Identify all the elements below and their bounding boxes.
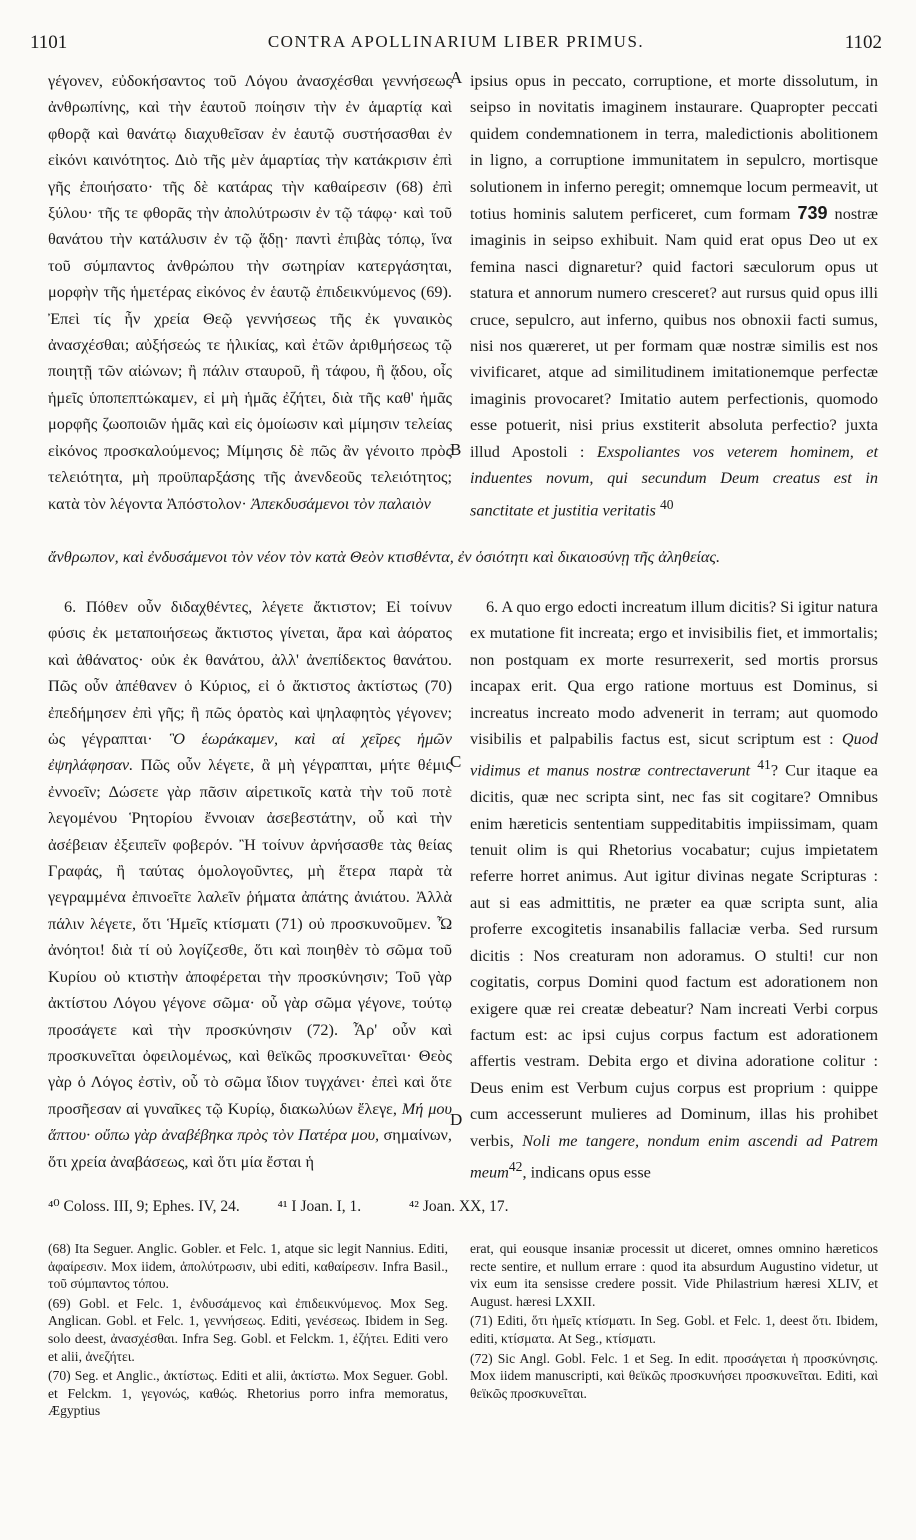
margin-marker-d: D <box>450 1110 463 1129</box>
margin-marker-b: B <box>450 440 462 459</box>
latin-quote: Quod vidimus et manus nostræ contrectaverunt <box>470 729 878 780</box>
footnote-ref: 42 <box>508 1158 523 1174</box>
greek-column-top <box>48 68 452 517</box>
scripture-references <box>48 1196 878 1218</box>
page-number-right: 1102 <box>844 32 882 53</box>
greek-quote: Μή μου ἅπτου· οὔπω γὰρ ἀναβέβηκα πρὸς τὸν Πατέρα μου, <box>48 1098 452 1145</box>
margin-marker-c: C <box>450 752 462 771</box>
greek-text: Πῶς οὖν λέγετε, ἃ μὴ γέγραπται, μήτε θέμις ἐννοεῖν; Δώσετε γὰρ πᾶσιν αἱρετικοῖς κατὰ τὴν τοῦ ποτὲ λεγομένου Ῥητορίου ἔννοιαν ἀσεβεστάτην, οὗ καὶ τὴν ἀσέβειαν ἐξειπεῖν φοβερόν. Ἢ τοίνυν ἀρνήσασθε τὰς θείας Γραφάς, ἢ ταύτας ὁμολογοῦντες, μὴ ἕτερα παρὰ τὰ γεγραμμένα ἐπινοεῖτε λαλεῖν ῥήματα ἀπάτης ἀνιάτου. Ἀλλὰ πάλιν λέγετε, ὅτι Ἡμεῖς κτίσματι (71) οὐ προσκυνοῦμεν. Ὦ ἀνόητοι! διὰ τί οὐ λογίζεσθε, ὅτι καὶ ποιηθὲν τὸ σῶμα τοῦ Κυρίου οὐ κτιστὴν ἀποφέρεται τὴν προσκύνησιν; Τοῦ γὰρ ἀκτίστου Λόγου γέγονε σῶμα· οὗ γὰρ σῶμα γέγονε, τούτῳ προσάγετε καὶ τὴν προσκύνησιν (72). Ἆρ' οὖν καὶ προσκυνεῖται ὀφειλομένως, καὶ θεϊκῶς προσκυνεῖται· Θεὸς γὰρ ὁ Λόγος ἐστὶν, οὗ τὸ σῶμα ἴδιον τυγχάνει· ἐπεὶ καὶ ὅτε προσῆεσαν αἱ γυναῖκες τῷ Κυρίῳ, διακωλύων ἔλεγε, <box>48 755 452 1118</box>
greek-column-section-6 <box>48 594 452 1175</box>
scripture-ref: ⁴⁰ Coloss. III, 9; Ephes. IV, 24. <box>48 1198 240 1215</box>
footnotes-left <box>48 1240 448 1422</box>
margin-marker-a: A <box>450 68 463 87</box>
latin-paragraph <box>470 594 878 1186</box>
footnote: (70) Seg. et Anglic., ἀκτίστως. Editi et alii, ἀκτίστω. Mox Seguer. Gobl. et Felckm. 1, γεγονώς, καθώς. Rhetorius porro infra memoratus, Ægyptius <box>48 1368 448 1419</box>
latin-paragraph <box>470 68 878 523</box>
greek-quote: Ἀπεκδυσάμενοι τὸν παλαιὸν <box>250 493 431 513</box>
latin-quote: Exspoliantes vos veterem hominem, et induentes novum, qui secundum Deum creatus est in sanctitate et justitia veritatis <box>470 441 879 519</box>
latin-text: nostræ imaginis in seipso exhibuit. Nam quid erat opus Deo ut ex femina nasci dignaretur? quid factori sæculorum opus ut statura et annorum numero cresceret? aut rursus quid opus illi cruce, sepulcro, aut inferno, quibus nos obnoxii facti sumus, nisi nos quæreret, ut per formam quæ nostræ similis est nos vivificaret, atque ad similitudinem imitationemque perfectæ imaginis provocaret? Imitatio autem perfectionis, quomodo esse potuerit, nisi prius exstiterit absoluta perfectio? juxta illud Apostoli : <box>470 204 878 461</box>
greek-spanning-line: ἄνθρωπον, καὶ ἐνδυσάμενοι τὸν νέον τὸν κατὰ Θεὸν κτισθέντα, ἐν ὁσιότητι καὶ δικαιοσύνῃ τῆς ἀληθείας. <box>48 547 721 566</box>
footnote-ref: 41 <box>757 757 771 773</box>
latin-text: 6. A quo ergo edocti increatum illum dicitis? Si igitur natura ex mutatione fit increata; ergo et invisibilis fiet, et immortalis; non postquam ex morte resurrexerit, sed mortis prorsus incapax erit. Qua ergo ratione mortuus est Dominus, si increatus increato modo advenerit in terram; aut quomodo visibilis et palpabilis factus est, sicut scriptum est : <box>470 597 878 749</box>
footnotes-right <box>470 1240 878 1404</box>
footnote: (72) Sic Angl. Gobl. Felc. 1 et Seg. In edit. προσάγεται ἡ προσκύνησις. Mox iidem manuscripti, καὶ θεϊκῶς προσκυνήσει προσκυνεῖται. Editi, καὶ θεϊκῶς προσκυνεῖται. <box>470 1350 878 1401</box>
latin-column-top <box>470 68 878 523</box>
greek-paragraph <box>48 68 452 517</box>
footnote: (68) Ita Seguer. Anglic. Gobler. et Felc. 1, atque sic legit Nannius. Editi, ἀφαίρεσιν. Mox iidem, ἀπολύτρωσιν, ubi editi, καθαίρεσιν. Infra Basil., τοῦ σύμπαντος τόπου. <box>48 1241 448 1292</box>
latin-column-section-6 <box>470 594 878 1186</box>
page-number-left: 1101 <box>30 32 68 53</box>
scripture-ref: ⁴¹ I Joan. I, 1. <box>277 1198 362 1215</box>
latin-text: ipsius opus in peccato, corruptione, et morte dissolutum, in seipso in novitatis imaginem instaurare. Quapropter peccati quidem condemnationem in terra, maledictionis abolitionem in ligno, a corruptione immunitatem in sepulcro, mortisque solutionem in inferno peregit; omnemque locum permeavit, ut totius hominis salutem perficeret, cum formam <box>470 71 878 224</box>
footnote: (71) Editi, ὅτι ἡμεῖς κτίσματι. In Seg. Gobl. et Felc. 1, deest ὅτι. Ibidem, editi, κτίσματα. At Seg., κτίσματι. <box>470 1313 878 1346</box>
footnote: erat, qui eousque insaniæ processit ut diceret, omnes omnino hæreticos recte sentire, et nullum errare : quod ita absurdum Augustino videtur, ut vix eum ita sensisse credere possit. Vide Philastrium hæresi XLIV, et August. hæresi LXXII. <box>470 1241 878 1309</box>
page-header <box>30 32 882 56</box>
greek-text: σημαίνων, ὅτι χρεία ἀναβάσεως, καὶ ὅτι μία ἔσται ἡ <box>48 1125 452 1171</box>
column-number: 739 <box>797 203 828 224</box>
latin-text: , indicans opus esse <box>522 1162 651 1182</box>
scripture-ref: ⁴² Joan. XX, 17. <box>408 1198 509 1215</box>
latin-text: ? Cur itaque ea dicitis, quæ nec scripta sint, nec fas sit cogitare? Omnibus enim hæreticis sententiam suppeditabitis impiissimam, quam tenuit olim is qui Rhetorius vocabatur; cujus impietatem referre horret animus. Aut igitur divinas negate Scripturas : aut si eas admittitis, ne præter ea quæ scripta sunt, alia proferre excogitetis insanabilis fallaciæ verba. Sed rursum dicitis : Nos creaturam non adoramus. O stulti! cur non cogitatis, corpus Domini quod factum est adorationem non exigere quæ rei creatæ debeatur? Nam increati Verbi corpus factum est: ac ipsi cujus corpus factum est adorationem affertis vestram. Debita ergo et divina adoratione colitur : Deus enim est Verbum cujus corpus est proprium : quippe cum accesserunt mulieres ad Dominum, illas his prohibet verbis, <box>470 760 878 1150</box>
footnote: (69) Gobl. et Felc. 1, ἐνδυσάμενος καὶ ἐπιδεικνύμενος. Mox Seg. Anglican. Gobl. et Felc. 1, γεννήσεως. Editi, γενέσεως. Ibidem in Seg. solo deest, ἀνασχέσθαι. Infra Seg. Gobl. et Felckm. 1, ἐζήτει. Editi vero et alii, ἀνεζήτει. <box>48 1295 448 1364</box>
greek-text: γέγονεν, εὐδοκήσαντος τοῦ Λόγου ἀνασχέσθαι γεννήσεως ἀνθρωπίνης, καὶ τὴν ἑαυτοῦ ποίησιν τὴν ἐν ἁμαρτίᾳ καὶ φθορᾷ καὶ θανάτῳ διαχυθεῖσαν ἐν ἑαυτῷ συστήσασθαι ἐν εἰκόνι καινότητος. Διὸ τῆς μὲν ἁμαρτίας τὴν κατάκρισιν ἐπὶ γῆς ἐποιήσατο· τῆς δὲ κατάρας τὴν καθαίρεσιν (68) ἐπὶ ξύλου· τῆς τε φθορᾶς τὴν ἀπολύτρωσιν ἐν τῷ τάφῳ· καὶ τοῦ θανάτου τὴν κατάλυσιν ἐν τῷ ᾅδῃ· παντὶ ἐπιβὰς τόπῳ, ἵνα τοῦ σύμπαντος ἀνθρώπου τὴν σωτηρίαν κατεργάσηται, μορφὴν τῆς ἡμετέρας εἰκόνος ἐν ἑαυτῷ ἐπιδεικνύμενος (69). Ἐπεὶ τίς ἦν χρεία Θεῷ γεννήσεως τῆς ἐκ γυναικὸς ἀνασχέσθαι; αὐξήσεώς τε ἡλικίας, καὶ ἐτῶν ἀριθμήσεως τῷ ποιητῇ τῶν αἰώνων; ἢ πάλιν σταυροῦ, ἢ τάφου, ἢ ᾅδου, οἷς ἡμεῖς ὑποπεπτώκαμεν, εἰ μὴ ἡμᾶς ἐζήτει, διὰ τῆς καθ' ἡμᾶς μορφῆς ζωοποιῶν ἡμᾶς καὶ εἰς ὁμοίωσιν καὶ μίμησιν τελείας εἰκόνος προσκαλούμενος; Μίμησις δὲ πῶς ἂν γένοιτο πρὸς τελειότητα, μὴ προϋπαρξάσης τῆς ἀνενδεοῦς τελειότητος; κατὰ τὸν λέγοντα Ἀπόστολον· <box>48 71 452 513</box>
running-title: CONTRA APOLLINARIUM LIBER PRIMUS. <box>267 32 645 51</box>
latin-quote: Noli me tangere, nondum enim ascendi ad Patrem meum <box>470 1130 878 1182</box>
greek-quote: Ὃ ἑωράκαμεν, καὶ αἱ χεῖρες ἡμῶν ἐψηλάφησαν. <box>48 729 453 775</box>
greek-paragraph <box>48 594 452 1175</box>
footnote-ref: 40 <box>659 496 674 512</box>
greek-text: 6. Πόθεν οὖν διδαχθέντες, λέγετε ἄκτιστον; Εἰ τοίνυν φύσις ἐκ μεταποιήσεως ἄκτιστος γίνεται, ἄρα καὶ ἀόρατος καὶ ἀθάνατος· οὐκ ἐκ θανάτου, ἀλλ' ἀνεπίδεκτος θανάτου. Πῶς οὖν ἀπέθανεν ὁ Κύριος, εἰ ὁ ἄκτιστος ἀκτίστως (70) ἐπεδήμησεν ἐπὶ γῆς; ἢ πῶς ὁρατὸς καὶ ψηλαφητὸς γέγονεν; ὡς γέγραπται· <box>48 597 452 749</box>
